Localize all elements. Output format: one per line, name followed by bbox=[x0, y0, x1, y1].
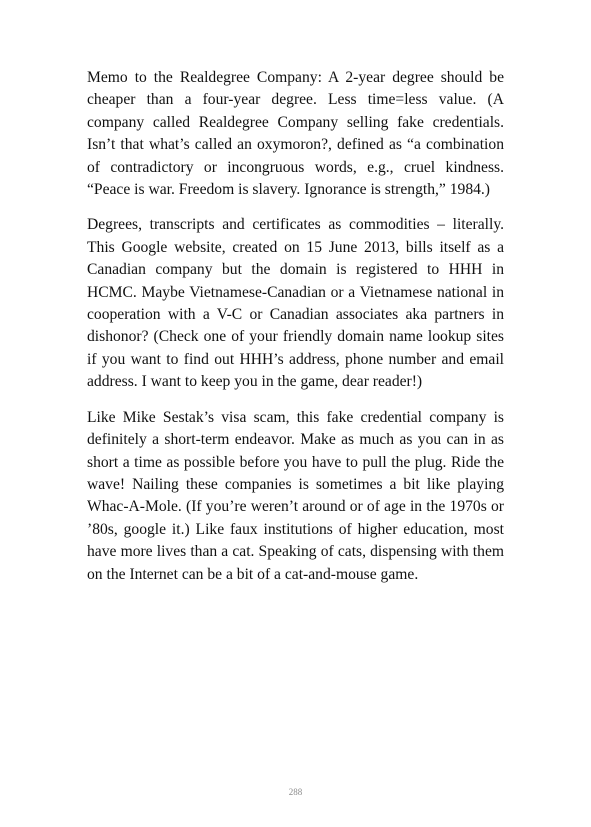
paragraph-memo: Memo to the Realdegree Company: A 2-year degree should be cheaper than a four-year degree. Less time=less value. (A company called Realdegree Company selling fake credentials. Isn’t that what’s called an oxymoron?, defined as “a combination of contradictory or incongruous words, e.g., cruel kindness. “Peace is war. Freedom is slavery. Ignorance is strength,” 1984.) bbox=[87, 69, 504, 199]
body-text bbox=[87, 67, 504, 599]
paragraph-visa-scam: Like Mike Sestak’s visa scam, this fake credential company is definitely a short-term endeavor. Make as much as you can in as short a time as possible before you have to pull the plug. Ride the wave! Nailing these companies is sometimes a bit like playing Whac-A-Mole. (If you’re weren’t around or of age in the 1970s or ’80s, google it.) Like faux institutions of higher education, most have more lives than a cat. Speaking of cats, dispensing with them on the Internet can be a bit of a cat-and-mouse game. bbox=[87, 408, 504, 583]
paragraph-degrees: Degrees, transcripts and certificates as commodities – literally. This Google website, created on 15 June 2013, bills itself as a Canadian company but the domain is registered to HHH in HCMC. Maybe Vietnamese-Canadian or a Vietnamese national in cooperation with a V-C or Canadian associates aka partners in dishonor? (Check one of your friendly domain name lookup sites if you want to find out HHH’s address, phone number and email address. I want to keep you in the game, dear reader!) bbox=[87, 216, 504, 391]
page-number: 288 bbox=[288, 787, 303, 797]
